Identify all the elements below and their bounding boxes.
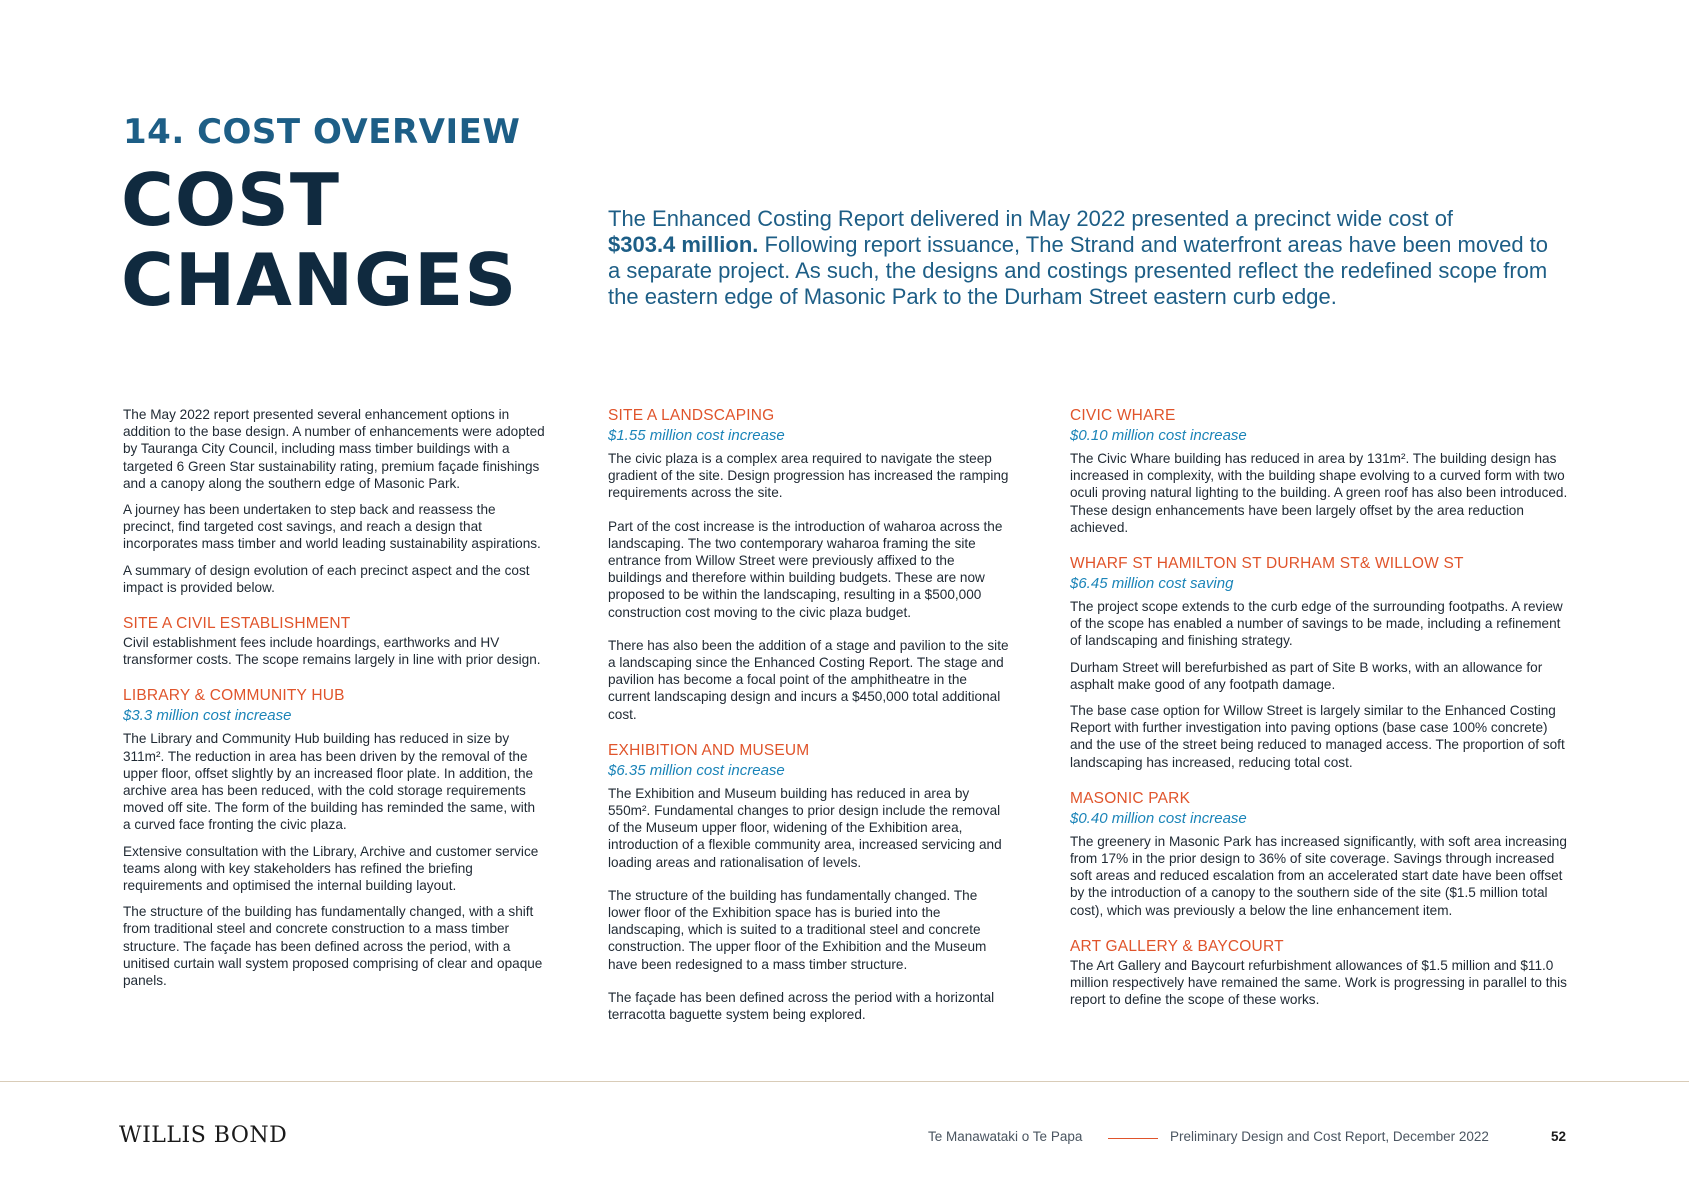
section-heading-gallery: ART GALLERY & BAYCOURT — [1070, 937, 1284, 955]
cost-change-wharf: $6.45 million cost saving — [1070, 575, 1234, 593]
body-paragraph: The May 2022 report presented several enhancement options in addition to the base design. A number of enhancements were adopted by Tauranga City Council, including mass timber buildings with a targeted 6 Green Star sustainability rating, premium façade finishings and a canopy along the southern edge of Masonic Park. — [123, 407, 545, 491]
cost-change-whare: $0.10 million cost increase — [1070, 427, 1247, 444]
body-paragraph: The greenery in Masonic Park has increased significantly, with soft area increasing from 17% in the prior design to 36% of site coverage. Savings through increased soft areas and reduced escalation from an accelerated start date have been offset by the introduction of a canopy to the southern side of the site ($1.5 million total cost), which was previously a below the line enhancement item. — [1070, 833, 1567, 918]
body-paragraph: The project scope extends to the curb edge of the surrounding footpaths. A review of the scope has enabled a number of savings to be made, including a refinement of landscaping and finishing strategy. — [1070, 599, 1563, 649]
intro-lead: The Enhanced Costing Report delivered in May 2022 presented a precinct wide cost of — [608, 206, 1454, 231]
body-paragraph: Civil establishment fees include hoardings, earthworks and HV transformer costs. The scope remains largely in line with prior design. — [123, 635, 541, 668]
section-heading-whare: CIVIC WHARE — [1070, 407, 1176, 424]
section-heading-masonic: MASONIC PARK — [1070, 789, 1191, 807]
body-paragraph: The façade has been defined across the period with a horizontal terracotta baguette system being explored. — [608, 989, 995, 1023]
body-paragraph: Part of the cost increase is the introduction of waharoa across the landscaping. The two contemporary waharoa framing the site entrance from Willow Street were previously affixed to the buildings and therefore within building budgets. These are now proposed to be within the landscaping, resulting in a $500,000 construction cost moving to the civic plaza budget. — [608, 518, 1003, 620]
willis-bond-logo: WILLIS BOND — [119, 1123, 288, 1148]
body-paragraph: The Exhibition and Museum building has reduced in area by 550m². Fundamental changes to prior design include the removal of the Museum upper floor, widening of the Exhibition area, introduction of a flexible community area, increased servicing and loading areas and rationalisation of levels. — [608, 785, 1002, 870]
body-paragraph: The Art Gallery and Baycourt refurbishment allowances of $1.5 million and $11.0 million respectively have remained the same. Work is progressing in parallel to this report to define the scope of these works. — [1070, 957, 1567, 1008]
page-title-line2: CHANGES — [121, 238, 518, 322]
column-middle — [608, 406, 1010, 1032]
cost-change-exhibition: $6.35 million cost increase — [608, 761, 785, 779]
body-paragraph: The civic plaza is a complex area required to navigate the steep gradient of the site. Design progression has increased the ramping requirements across the site. — [608, 451, 1009, 501]
intro-amount: $303.4 million. — [608, 232, 759, 257]
body-paragraph: The Library and Community Hub building has reduced in size by 311m². The reduction in area has been driven by the removal of the upper floor, offset slightly by an increased floor plate. In addition, the archive area has been reduced, with the cold storage requirements moved off site. The form of the building has reminded the same, with a curved face fronting the civic plaza. — [123, 731, 536, 833]
page-title-line1: COST — [121, 158, 341, 242]
body-paragraph: A summary of design evolution of each precinct aspect and the cost impact is provided below. — [123, 562, 530, 595]
page-title — [121, 160, 517, 320]
body-paragraph: There has also been the addition of a stage and pavilion to the site a landscaping since the Enhanced Costing Report. The stage and pavilion has become a focal point of the amphitheatre in the current landscaping design and incurs a $450,000 total additional cost. — [608, 637, 1009, 722]
section-heading-civil: SITE A CIVIL ESTABLISHMENT — [123, 615, 351, 633]
cost-change-masonic: $0.40 million cost increase — [1070, 809, 1247, 827]
cost-change-landscaping: $1.55 million cost increase — [608, 427, 785, 444]
column-right — [1070, 406, 1570, 1017]
body-paragraph: The structure of the building has fundamentally changed, with a shift from traditional steel and concrete construction to a mass timber structure. The façade has been defined across the period, with a unitised curtain wall system proposed comprising of clear and opaque panels. — [123, 904, 543, 989]
body-paragraph: The Civic Whare building has reduced in area by 131m². The building design has increased in complexity, with the building shape evolving to a curved form with two oculi proving natural lighting to the building. A green roof has also been introduced. These design enhancements have been largely offset by the area reduction achieved. — [1070, 451, 1568, 535]
footer-document-title: Te Manawataki o Te Papa — [928, 1129, 1083, 1144]
footer-divider — [0, 1081, 1689, 1082]
cost-change-library: $3.3 million cost increase — [123, 707, 292, 725]
body-paragraph: The structure of the building has fundamentally changed. The lower floor of the Exhibition space has is buried into the landscaping, which is suited to a traditional steel and concrete construction. The upper floor of the Exhibition and the Museum have been redesigned to a mass timber structure. — [608, 887, 987, 972]
intro-rest: Following report issuance, The Strand and waterfront areas have been moved to a separate project. As such, the designs and costings presented reflect the redefined scope from the eastern edge of Masonic Park to the Durham Street eastern curb edge. — [608, 232, 1549, 309]
body-paragraph: A journey has been undertaken to step back and reassess the precinct, find targeted cost savings, and reach a design that incorporates mass timber and world leading sustainability aspirations. — [123, 502, 541, 552]
footer-separator-line — [1108, 1138, 1158, 1139]
section-heading-wharf: WHARF ST HAMILTON ST DURHAM ST& WILLOW ST — [1070, 555, 1464, 573]
section-heading-exhibition: EXHIBITION AND MUSEUM — [608, 741, 810, 759]
column-left — [123, 406, 545, 998]
footer-report-title: Preliminary Design and Cost Report, December 2022 — [1170, 1129, 1489, 1144]
body-paragraph: Durham Street will berefurbished as part of Site B works, with an allowance for asphalt make good of any footpath damage. — [1070, 659, 1543, 692]
page-number: 52 — [1551, 1129, 1567, 1144]
body-paragraph: Extensive consultation with the Library, Archive and customer service teams along with key stakeholders has refined the briefing requirements and optimised the internal building layout. — [123, 843, 539, 894]
intro-paragraph — [608, 206, 1558, 310]
section-heading-library: LIBRARY & COMMUNITY HUB — [123, 687, 345, 705]
section-heading-landscaping: SITE A LANDSCAPING — [608, 407, 775, 424]
body-paragraph: The base case option for Willow Street is largely similar to the Enhanced Costing Report with further investigation into paving options (base case 100% concrete) and the use of the street being reduced to managed access. The proportion of soft landscaping has increased, reducing total cost. — [1070, 703, 1565, 770]
section-kicker: 14. COST OVERVIEW — [123, 112, 521, 152]
